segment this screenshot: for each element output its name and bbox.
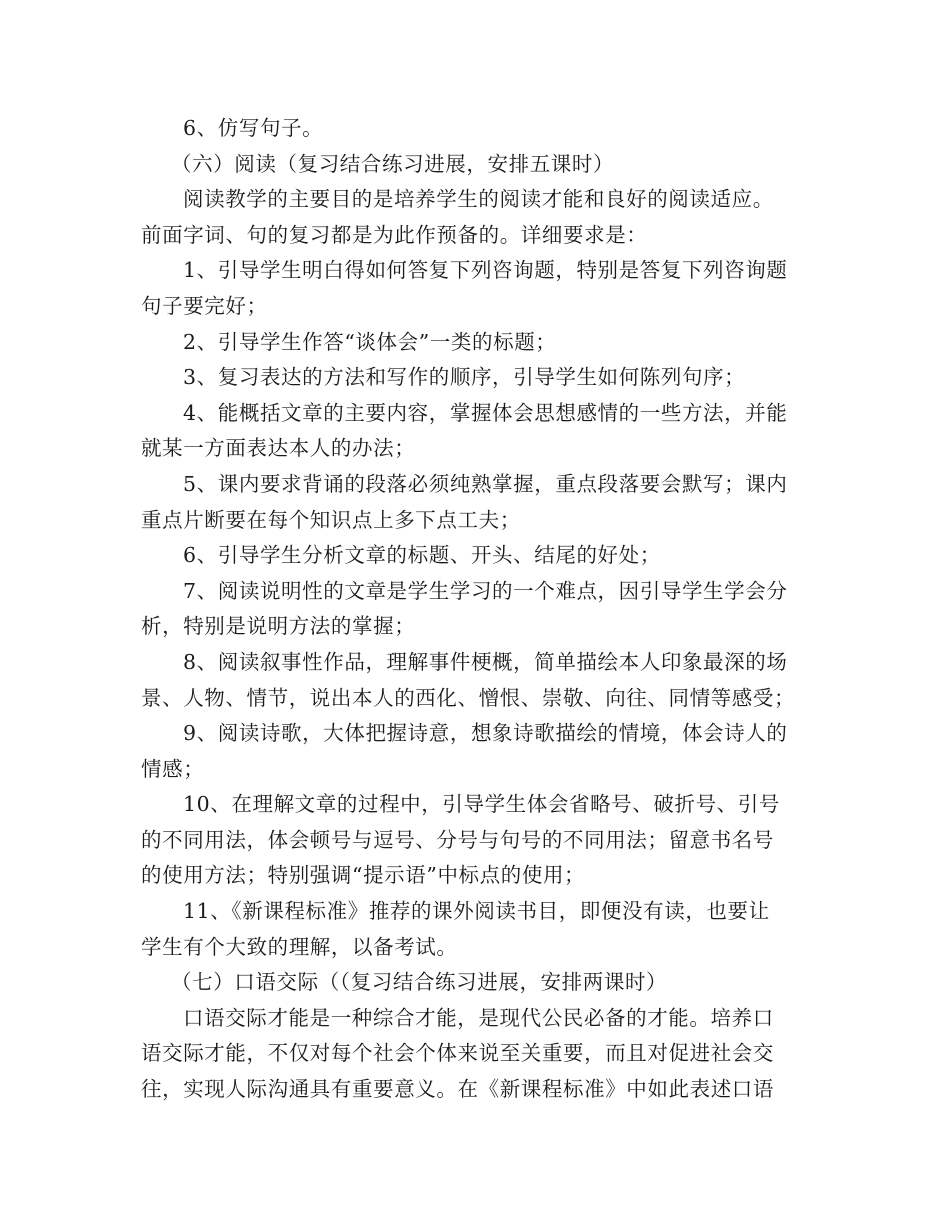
list-item: 6、引导学生分析文章的标题、开头、结尾的好处； (183, 543, 661, 568)
document-body (141, 111, 813, 1108)
list-item-continuation: 重点片断要在每个知识点上多下点工夫； (141, 507, 521, 532)
list-item: 5、课内要求背诵的段落必须纯熟掌握，重点段落要会默写；课内 (183, 471, 788, 496)
list-item-continuation: 学生有个大致的理解，以备考试。 (141, 934, 458, 959)
list-item: 7、阅读说明性的文章是学生学习的一个难点，因引导学生学会分 (183, 578, 788, 603)
list-item: 8、阅读叙事性作品，理解事件梗概，简单描绘本人印象最深的场 (183, 649, 788, 674)
list-item: 6、仿写句子。 (183, 116, 324, 140)
list-item-continuation: 的不同用法，体会顿号与逗号、分号与句号的不同用法；留意书名号 (141, 827, 774, 852)
paragraph-line: 前面字词、句的复习都是为此作预备的。详细要求是： (141, 222, 648, 247)
section-heading: （六）阅读（复习结合练习进展，安排五课时） (171, 151, 615, 176)
paragraph-line: 往，实现人际沟通具有重要意义。在《新课程标准》中如此表述口语 (141, 1077, 774, 1102)
list-item-continuation: 句子要完好； (141, 293, 268, 318)
list-item: 9、阅读诗歌，大体把握诗意，想象诗歌描绘的情境，体会诗人的 (183, 721, 788, 746)
list-item-continuation: 景、人物、情节，说出本人的西化、憎恨、崇敬、向往、同情等感受； (141, 685, 796, 710)
list-item: 3、复习表达的方法和写作的顺序，引导学生如何陈列句序； (183, 365, 746, 390)
list-item: 11、《新课程标准》推荐的课外阅读书目，即便没有读，也要让 (183, 899, 770, 924)
list-item: 4、能概括文章的主要内容，掌握体会思想感情的一些方法，并能 (183, 400, 788, 425)
list-item: 1、引导学生明白得如何答复下列咨询题，特别是答复下列咨询题 (183, 258, 788, 283)
paragraph-line: 口语交际才能是一种综合才能，是现代公民必备的才能。培养口 (183, 1005, 774, 1030)
list-item-continuation: 情感； (141, 756, 205, 781)
list-item-continuation: 就某一方面表达本人的办法； (141, 436, 416, 461)
list-item: 2、引导学生作答“谈体会”一类的标题； (183, 329, 557, 354)
section-heading: （七）口语交际（（复习结合练习进展，安排两课时） (171, 970, 668, 995)
list-item-continuation: 的使用方法；特别强调“提示语”中标点的使用； (141, 863, 586, 888)
paragraph-line: 语交际才能，不仅对每个社会个体来说至关重要，而且对促进社会交 (141, 1041, 774, 1066)
paragraph-line: 阅读教学的主要目的是培养学生的阅读才能和良好的阅读适应。 (183, 187, 774, 212)
list-item: 10、在理解文章的过程中，引导学生体会省略号、破折号、引号 (183, 792, 780, 817)
list-item-continuation: 析，特别是说明方法的掌握； (141, 614, 416, 639)
